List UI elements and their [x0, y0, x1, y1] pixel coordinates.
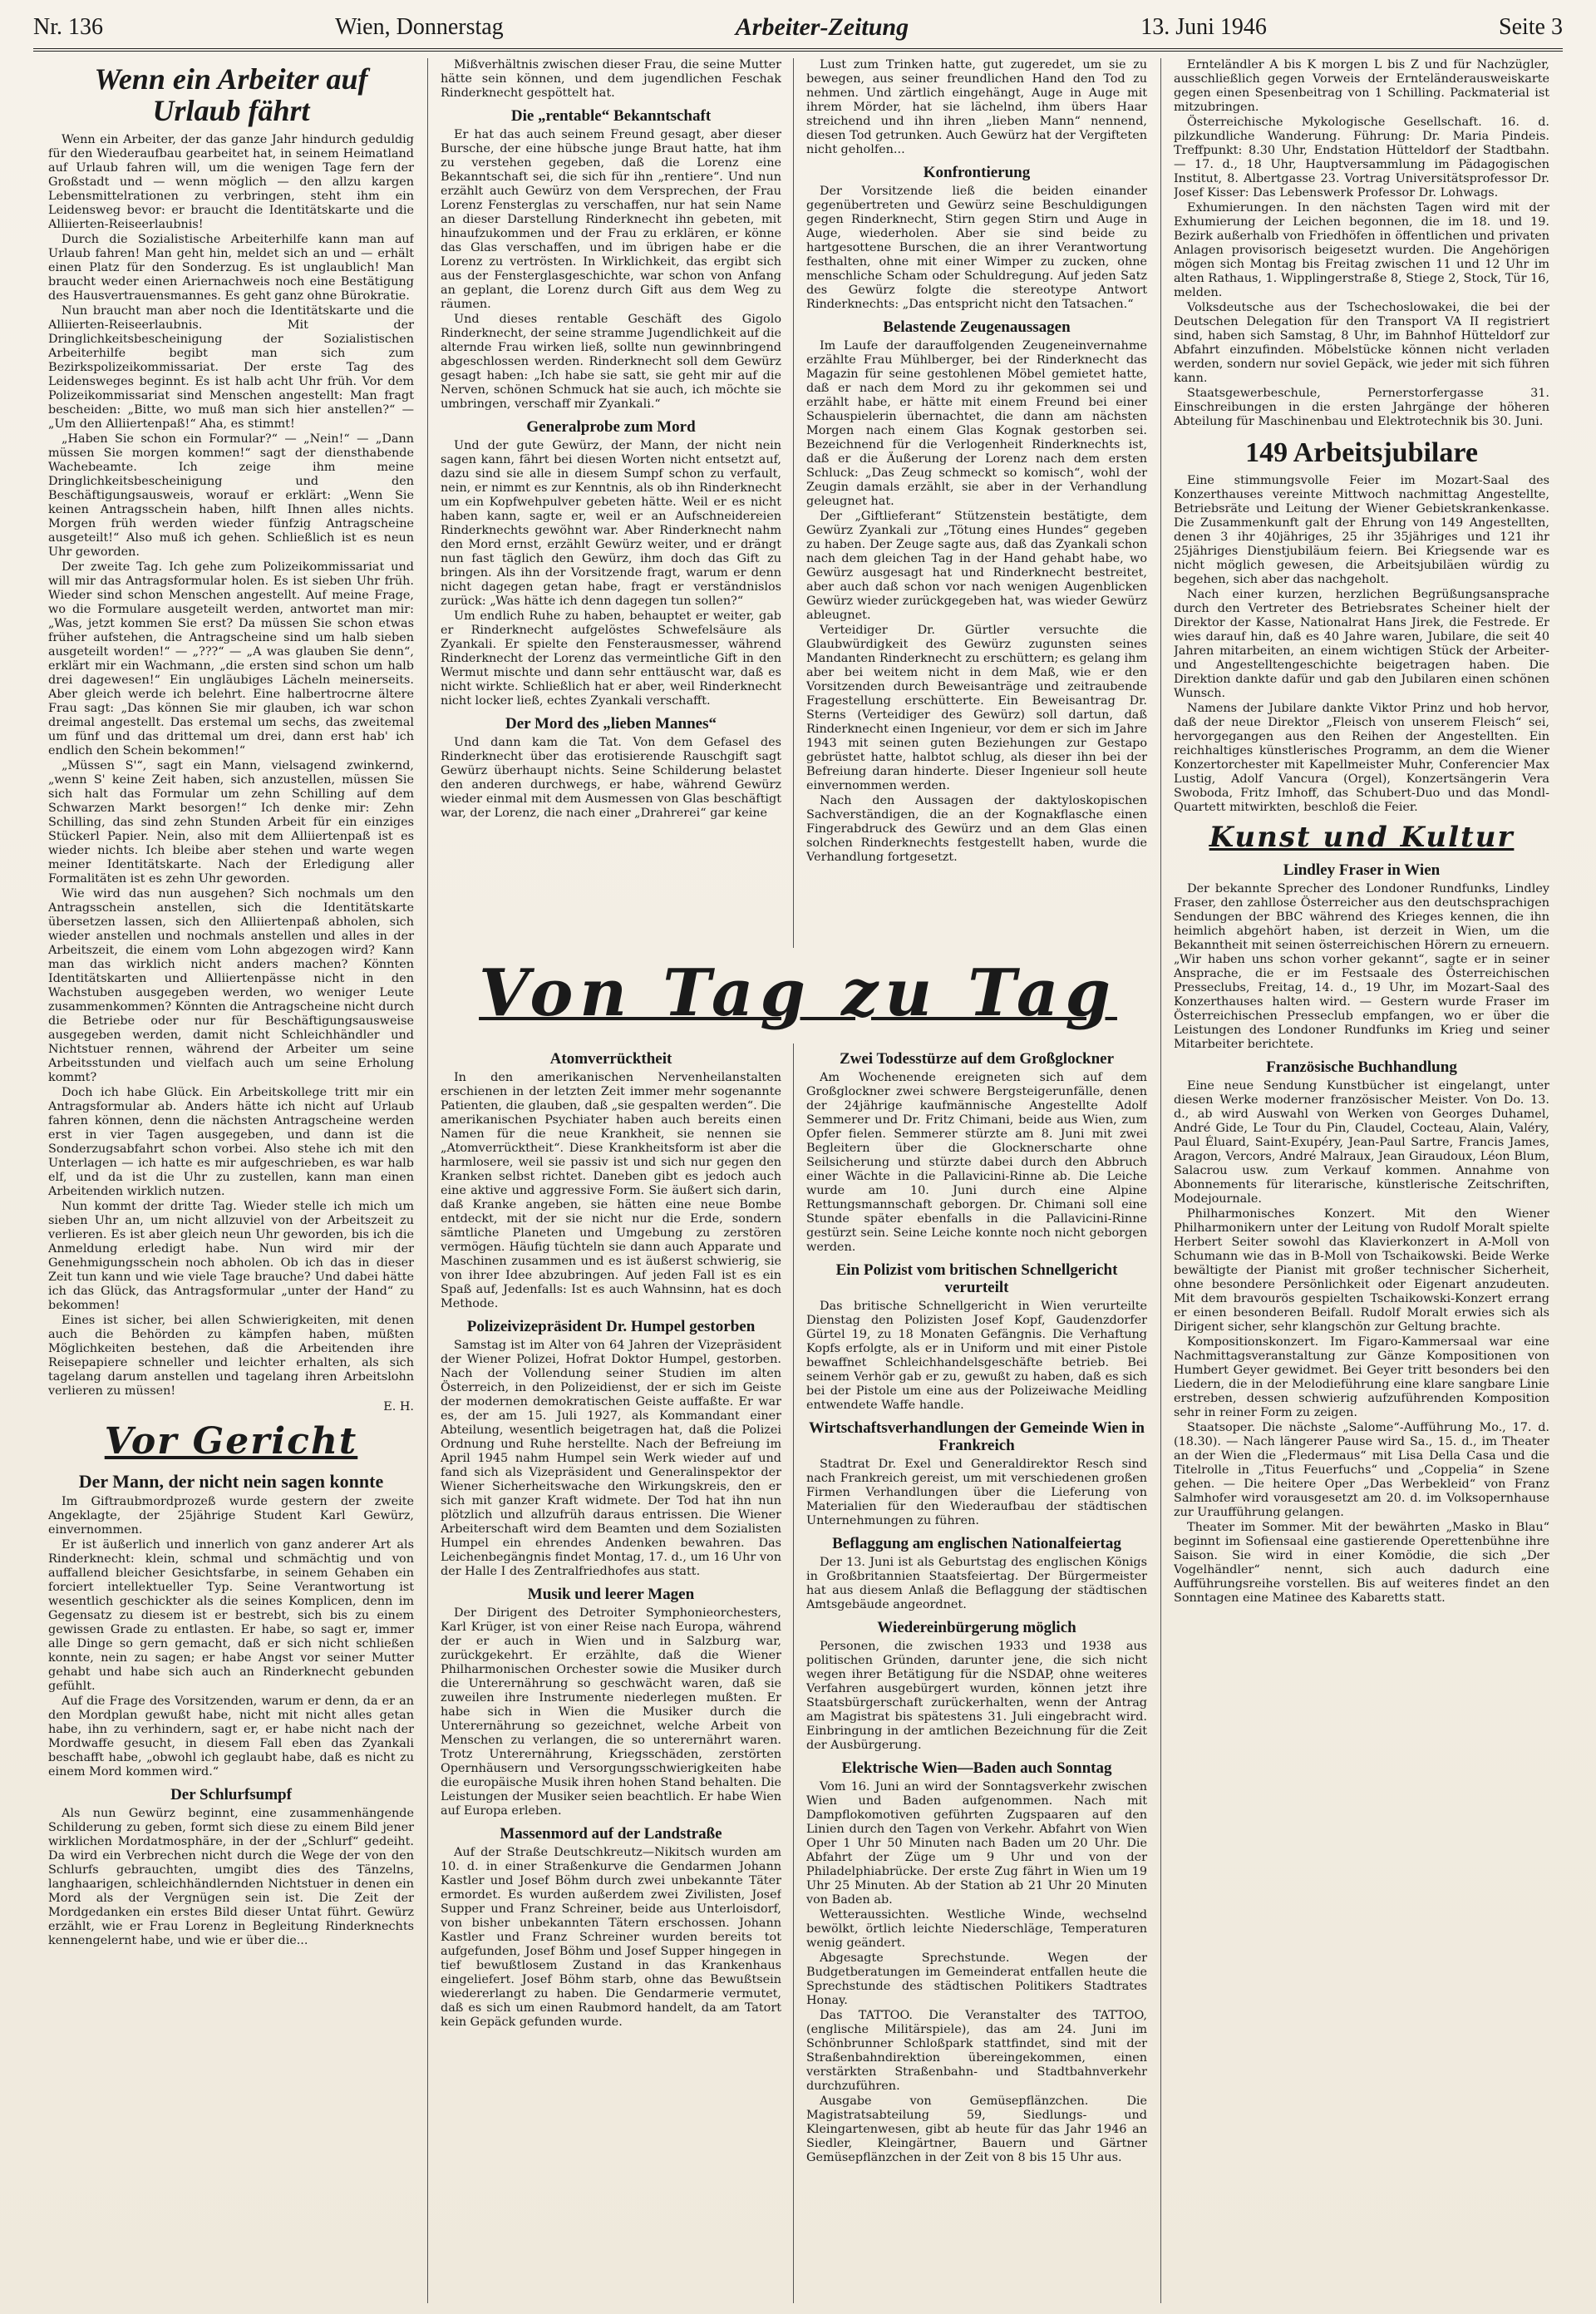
section-banner-von-tag-zu-tag: Von Tag zu Tag [479, 955, 1117, 1031]
paragraph: Nun kommt der dritte Tag. Wieder stelle ich mich um sieben Uhr an, um nicht allzuviel von der Arbeitszeit zu verlieren. Es ist aber gleich neun Uhr geworden, bis ich die Anmeldung erledigt habe. Nun wird mir der Genehmigungsschein noch abholen. Ob ich das in dieser Zeit tun kann und wie viele Tage brauche? Und dabei hätte ich das Glück, das Antragsformular „unter der Hand“ zu bekommen! [48, 1200, 414, 1312]
subhead-atom: Atomverrücktheit [549, 1050, 672, 1068]
article-body-wiedereinbuergerung [806, 1640, 1147, 1753]
paragraph: Und dieses rentable Geschäft des Gigolo Rinderknecht, der seine stramme Jugendlichkeit auf die alternde Frau wirken ließ, sollte nun gewinnbringend abgeschlossen werden. Rinderknecht soll dem Gewürz gesagt haben: „Ich habe sie satt, sie geht mir auf die Nerven, schönen Schmuck hat sie auch, ich möchte sie umbringen, verschaff mir Zyankali.“ [441, 313, 781, 411]
paragraph: Vom 16. Juni an wird der Sonntagsverkehr zwischen Wien und Baden aufgenommen. Nach mit Dampflokomotiven geführten Zugspaaren auf den Linien durch den Tagen von Verkehr. Abfahrt von Wien Oper 1 Uhr 50 Minuten nach Baden um 20 Uhr. Die Abfahrt der Züge um 9 Uhr und von der Philadelphiabrücke. Der erste Zug fährt in Wien um 19 Uhr 25 Minuten. Ab der Station ab 21 Uhr 20 Minuten von Baden ab. [806, 1780, 1147, 1907]
column-divider [793, 1044, 794, 2303]
article-body-arbeitsjubilare [1174, 474, 1549, 815]
paragraph: Eines ist sicher, bei allen Schwierigkeiten, mit denen auch die Behörden zu kämpfen haben, müßten Möglichkeiten bestehen, daß die Arbeitenden ihre Reisepapiere schneller und leichter erhalten, als sich tagelang darum anstellen und tagelang ihren Arbeitslohn verlieren zu müssen! [48, 1314, 414, 1398]
subhead-buchhandlung: Französische Buchhandlung [1266, 1058, 1457, 1076]
paragraph: Personen, die zwischen 1933 und 1938 aus politischen Gründen, darunter jene, die sich nicht wegen ihrer Betätigung für die NSDAP, ohne weiteres Verfahren ausgebürgert wurden, können jetzt ihre Staatsbürgerschaft zurückerhalten, wenn der Antrag am Magistrat bis spätestens 31. Juli eingebracht wird. Einbringung in der amtlichen Bezeichnung für die Zeit der Ausbürgerung. [806, 1640, 1147, 1752]
paragraph: Durch die Sozialistische Arbeiterhilfe kann man auf Urlaub fahren! Man geht hin, meldet sich an und — erhält einen Platz für den Sonderzug. Es ist unglaublich! Man braucht weder einen Ariernachweis noch eine Bestätigung des Hausvertrauensmannes. Es geht ganz ohne Bürokratie. [48, 233, 414, 303]
paragraph: Volksdeutsche aus der Tschechoslowakei, die bei der Deutschen Delegation für den Transport VA II registriert sind, haben sich Samstag, 8 Uhr, im Bahnhof Hütteldorf zur Abfahrt einzufinden. Möbelstücke können nicht verladen werden, sondern nur soviel Gepäck, wie jeder mit sich führen kann. [1174, 301, 1549, 385]
subhead-lindley: Lindley Fraser in Wien [1283, 861, 1441, 879]
paragraph: Lust zum Trinken hatte, gut zugeredet, um sie zu bewegen, aus seiner freundlichen Hand den Tod zu nehmen. Und zärtlich eingehängt, Auge in Auge mit ihrem Mörder, hat sie lächelnd, ihm übers Haar streichend und ihn ihren „lieben Mann“ nennend, diesen Tod getrunken. Auch Gewürz hat der Vergifteten nicht geholfen... [806, 58, 1147, 156]
paragraph: Und dann kam die Tat. Von dem Gefasel des Rinderknecht über das erotisierende Rauschgift sagt Gewürz überhaupt nichts. Seine Schilderung belastet den anderen durchwegs, er habe, während Gewürz wieder einmal mit dem Ausmessen von Glas beschäftigt war, der Lorenz, die nach einer „Drahrerei“ gar keine [441, 736, 781, 820]
article-headline-mann: Der Mann, der nicht nein sagen konnte [78, 1471, 384, 1492]
section-title-vor-gericht: Vor Gericht [104, 1420, 358, 1463]
page-seite: Seite 3 [1499, 14, 1563, 40]
column-divider [793, 58, 794, 948]
paragraph: Um endlich Ruhe zu haben, behauptet er weiter, gab er Rinderknecht aufgelöstes Schwefelsäure als Zyankali. Er spielte den Fensterausmesser, während Rinderknecht der Lorenz das vermeintliche Gift in den Wermut mischte und dann sehr enttäuscht war, daß es nicht wirkte. Schließlich hat er aber, weil Rinderknecht nicht locker ließ, echtes Zyankali verschafft. [441, 609, 781, 708]
paragraph: Als nun Gewürz beginnt, eine zusammenhängende Schilderung zu geben, formt sich diese zu einem Bild jener wirklichen Mordatmosphäre, in der der „Schlurf“ gedeiht. Da wird ein Verbrechen nicht durch die Wege der von den Schlurfs gebrauchten, umgibt dies des Tänzelns, langhaarigen, schleichhändlernden Nichtstuer in denen ein Mord als der Vergnügen sein ist. Die Zeit der Mordgedanken ein erstes Bild dieser Untat führt. Gewürz erzählt, wie er Frau Lorenz in Begleitung Rinderknechts kennengelernt habe, und wie er über die... [48, 1807, 414, 1947]
page-number: Nr. 136 [33, 14, 103, 40]
paragraph: Kompositionskonzert. Im Figaro-Kammersaal war eine Nachmittagsveranstaltung zur Gänze Kompositionen von Humbert Geyer gewidmet. Bei Geyer tritt besonders bei den Liedern, die in der Melodieführung eine klare sangbare Linie erstreben, dessen schwierig aufzuführenden Komposition sehr in reiner Form zu zeigen. [1174, 1335, 1549, 1419]
column-2-top [441, 58, 781, 948]
subhead-rentable: Die „rentable“ Bekanntschaft [510, 107, 712, 125]
article-body-konzerte [1174, 1207, 1549, 1606]
article-headline-urlaub: Wenn ein Arbeiter auf Urlaub fährt [94, 62, 368, 127]
paper-title: Arbeiter-Zeitung [735, 13, 909, 41]
subhead-wiedereinbuergerung: Wiedereinbürgerung möglich [877, 1619, 1076, 1636]
paragraph: Samstag ist im Alter von 64 Jahren der Vizepräsident der Wiener Polizei, Hofrat Doktor Humpel, gestorben. Nach der Vollendung seiner Studien im alten Österreich, in den Polizeidienst, der er sich im Geiste der modernen demokratischen Geiste auffaßte. Er war es, der am 15. Juli 1927, als Kommandant einer Abteilung, wesentlich beigetragen hat, daß die Polizei Ordnung und Ruhe herstellte. Nach der Befreiung im April 1945 nahm Humpel sein Werk wieder auf und fand sich als Vizepräsident und Generalinspektor der Wiener Sicherheitswache den Wirkungskreis, den er sich mit ganzer Kraft widmete. Der Tod hat ihn nun plötzlich und allzufrüh daraus entrissen. Die Wiener Arbeiterschaft wird dem Beamten und dem Sozialisten Humpel ein ehrendes Andenken bewahren. Das Leichenbegängnis findet Montag, 17. d., um 16 Uhr von der Halle I des Zentralfriedhofes aus statt. [441, 1339, 781, 1578]
article-body-zeugen [806, 339, 1147, 865]
article-body-elektrische [806, 1780, 1147, 2165]
paragraph: Doch ich habe Glück. Ein Arbeitskollege tritt mir ein Antragsformular ab. Anders hätte ich nicht auf Urlaub fahren können, denn die nächsten Antragscheine werden erst in vier Tagen ausgegeben, und dann ist die Sonderzugsabfahrt schon vorbei. Also stehe ich mit den Unterlagen — ich hatte es mir aufgeschrieben, es war halb elf, und da ist die Uhr zu zustellen, kann man einen Arbeitenden wirklich nutzen. [48, 1086, 414, 1198]
paragraph: Der bekannte Sprecher des Londoner Rundfunks, Lindley Fraser, den zahllose Österreicher aus den deutschsprachigen Sendungen der BBC während des Krieges kennen, die ihn heimlich abgehört haben, ist derzeit in Wien, um die Bekanntheit mit seinen österreichischen Hörern zu erneuern. „Wir haben uns schon vorher gekannt“, sagte er in seiner Ansprache, die er im Festsaale des Österreichischen Presseclubs, Freitag, 14. d., 19 Uhr, im Mozart-Saal des Konzerthauses halten wird. — Gestern wurde Fraser im Österreichischen Presseclub empfangen, wo er über die Leistungen des Londoner Rundfunks im Krieg und seiner Mitarbeiter berichtete. [1174, 882, 1549, 1051]
column-3-top [806, 58, 1147, 948]
subhead-wirtschaft: Wirtschaftsverhandlungen der Gemeinde Wien in Frankreich [809, 1419, 1145, 1454]
subhead-schlurfsumpf: Der Schlurfsumpf [170, 1786, 292, 1803]
article-body-humpel [441, 1339, 781, 1579]
paragraph: Der 13. Juni ist als Geburtstag des englischen Königs in Großbritannien Staatsfeiertag. Der Bürgermeister hat aus diesem Anlaß die Beflaggung der städtischen Amtsgebäude angeordnet. [806, 1556, 1147, 1611]
issue-date: 13. Juni 1946 [1140, 14, 1267, 40]
paragraph: Auf der Straße Deutschkreutz—Nikitsch wurden am 10. d. in einer Straßenkurve die Gendarmen Johann Kastler und Josef Böhm durch zwei unbekannte Täter ermordet. Es wurden außerdem zwei Zivilisten, Josef Supper und Franz Schreiner, beide aus Unterloisdorf, von bisher unbekannten Tätern erschossen. Johann Kastler und Franz Schreiner wurden bereits tot aufgefunden, Josef Böhm und Josef Supper hingegen in tief bewußtlosem Zustand in das Krankenhaus eingeliefert. Josef Böhm starb, ohne das Bewußtsein wiedererlangt zu haben. Die Gendarmerie vermutet, daß es sich um einen Raubmord handelt, da am Tatort kein Gepäck gefunden wurde. [441, 1846, 781, 2029]
article-body-mann [48, 1495, 414, 1779]
article-body-rentable [441, 128, 781, 412]
paragraph: Verteidiger Dr. Gürtler versuchte die Glaubwürdigkeit des Gewürz zugunsten seines Mandanten Rinderknecht zu erschüttern; es gelang ihm aber bei weitem nicht in dem Maß, wie er den Vorsitzenden durch Beweisanträge und zeitraubende Fragestellung erschütterte. Ein Beweisantrag Dr. Sterns (Verteidiger des Gewürz) soll dartun, daß Rinderknecht einen Ingenieur, vor dem er sich im Jahre 1943 mit seinen guten Beziehungen zur Gestapo gebrüstet hatte, halbtot schlug, als dieser ihn bei der Befreiung daran hinderte. Dieser Ingenieur soll heute einvernommen werden. [806, 624, 1147, 792]
article-continuation [806, 58, 1147, 157]
article-body-glockner [806, 1071, 1147, 1255]
paragraph: Das TATTOO. Die Veranstalter des TATTOO, (englische Militärspiele), das am 24. Juni im Schönbrunner Schloßpark stattfindet, sind mit der Straßenbahndirektion übereingekommen, einen verstärkten Straßenbahn- und Stadtbahnverkehr durchzuführen. [806, 2009, 1147, 2093]
article-body-musik [441, 1606, 781, 1818]
paragraph: Der Dirigent des Detroiter Symphonieorchesters, Karl Krüger, ist von einer Reise nach Europa, während der er auch in Wien und in Salzburg war, zurückgekehrt. Er erzählte, daß die Wiener Philharmonischen Orchester sowie die Musiker durch die Unterernährung so geschwächt waren, daß sie zuweilen ihre Instrumente niederlegen mußten. Er habe sich in Wien die Musiker durch die Unterernährung so gezeichnet, welche Arbeit von Menschen zu verlangen, die so unterernährt waren. Trotz Unterernährung, Kriegsschäden, zerstörten Opernhäusern und Versorgungsschwierigkeiten habe die europäische Musik ihren hohen Stand behalten. Die Leistungen der Musiker seien beachtlich. Er habe Wien auf Europa erleben. [441, 1606, 781, 1818]
paragraph: Nach den Aussagen der daktyloskopischen Sachverständigen, die an der Kognakflasche einen Fingerabdruck des Gewürz und an dem Glas einen solchen Rinderknechts festgestellt haben, wurde die Verhandlung fortgesetzt. [806, 794, 1147, 864]
paragraph: Eine stimmungsvolle Feier im Mozart-Saal des Konzerthauses vereinte Mittwoch nachmittag Angestellte, Betriebsräte und Leitung der Wiener Gebietskrankenkasse. Die Zusammenkunft galt der Ehrung von 149 Angestellten, denen 3 ihr 40jähriges, 25 ihr 35jähriges und 121 ihr 25jähriges Dienstjubiläum feiern. Bei Kriegsende war es nicht möglich gewesen, die Arbeitsjubiläen würdig zu begehen, sich aber das nachgeholt. [1174, 474, 1549, 586]
subhead-elektrische: Elektrische Wien—Baden auch Sonntag [841, 1759, 1112, 1777]
paragraph: „Müssen S'“, sagt ein Mann, vielsagend zwinkernd, „wenn S' keine Zeit haben, sich anzustellen, müssen Sie sich halt das Formular um zehn Schilling auf dem Schwarzen Markt besorgen!“ Ich denke mir: Zehn Schilling, das sind zehn Stunden Arbeit für ein einziges Stückerl Papier. Nein, also mit dem Alliiertenpaß ist es wieder nichts. Ich bleibe aber stehen und warte wegen meiner Identitätskarte. Nach der Erledigung aller Formalitäten ist es zehn Uhr geworden. [48, 759, 414, 886]
subhead-mord: Der Mord des „lieben Mannes“ [505, 715, 717, 733]
column-2-bottom [441, 1044, 781, 2303]
article-body-buchhandlung [1174, 1079, 1549, 1206]
article-body-atom [441, 1071, 781, 1311]
paragraph: Er ist äußerlich und innerlich von ganz anderer Art als Rinderknecht: klein, schmal und schmächtig und von auffallend bleicher Gesichtsfarbe, in seinem Gehaben ein forciert intellektueller Typ. Seine Verantwortung ist wesentlich geschickter als die seines Komplicen, denn im Gegensatz zu diesem ist er bestrebt, sich bis zu einem gewissen Grade zu entlasten. Er habe, so sagt er, immer alle Dinge so gern gemacht, daß er sich nicht schließen konnte, nein zu sagen; er habe Angst vor seiner Mutter gehabt und habe sich auch an Rinderknecht gebunden gefühlt. [48, 1538, 414, 1693]
paragraph: Nun braucht man aber noch die Identitätskarte und die Alliierten-Reiseerlaubnis. Mit der Dringlichkeitsbescheinigung der Sozialistischen Arbeiterhilfe begibt man sich zum Bezirkspolizeikommissariat. Der erste Tag des Leidensweges beginnt. Es ist halb acht Uhr früh. Vor dem Polizeikommissariat sind Menschen angestellt: Man fragt bescheiden: „Bitte, wo muß man sich hier anstellen?“ — „Um den Alliiertenpaß!“ Aha, es stimmt! [48, 304, 414, 431]
article-body-wirtschaft [806, 1458, 1147, 1528]
paragraph: Der zweite Tag. Ich gehe zum Polizeikommissariat und will mir das Antragsformular holen. Es ist sieben Uhr früh. Wieder sind schon Menschen angestellt. Auf meine Frage, wo die Formulare ausgeteilt werden, antwortet man mir: „Was, jetzt kommen Sie erst? Da müssen Sie schon etwas früher aufstehen, die Antragscheine sind um halb sieben ausgeteilt worden!“ — „???“ — „A was glauben Sie denn“, erklärt mir ein Wachmann, „die ersten sind schon um halb drei dagewesen!“ Ein ungläubiges Lächeln meinerseits. Aber gleich werde ich belehrt. Eine halbertrocrne ältere Frau sagt: „Das können Sie mir glauben, ich war schon dreimal angestellt. Das erstemal um sechs, das zweitemal um fünf und das drittemal um drei, dann erst hab' ich endlich den Schein bekommen!“ [48, 560, 414, 757]
subhead-generalprobe: Generalprobe zum Mord [526, 418, 696, 436]
section-title-kunst-kultur: Kunst und Kultur [1209, 821, 1515, 854]
paragraph: Stadtrat Dr. Exel und Generaldirektor Resch sind nach Frankreich gereist, um mit verschiedenen großen Firmen Verhandlungen über die Lieferung von Materialien für den Wiederaufbau der städtischen Unternehmungen zu führen. [806, 1458, 1147, 1527]
column-3-bottom [806, 1044, 1147, 2303]
paragraph: Der Vorsitzende ließ die beiden einander gegenübertreten und Gewürz seine Beschuldigungen gegen Rinderknecht, Stirn gegen Stirn und Auge in Auge, wiederholen. Aber sie sind beide zu hartgesottene Burschen, die an ihrer Verantwortung festhalten, ohne mit einer Wimper zu zucken, ohne menschliche Scham oder Schuldregung. Auf jeden Satz des Gewürz folgte die stereotype Antwort Rinderknechts: „Das entspricht nicht den Tatsachen.“ [806, 185, 1147, 311]
subhead-musik: Musik und leerer Magen [527, 1586, 695, 1603]
paragraph: Am Wochenende ereigneten sich auf dem Großglockner zwei schwere Bergsteigerunfälle, denen der 24jährige kaufmännische Angestellte Adolf Semmerer und Dr. Fritz Chimani, beide aus Wien, zum Opfer fielen. Semmerer stürzte am 8. Juni mit zwei Begleitern über die Glocknerscharte ohne Seilsicherung und stürzte dabei durch den Abbruch einer Wächte in die Pallavicini-Rinne ab. Die Leiche wurde am 10. Juni durch eine Alpine Rettungsmannschaft geborgen. Dr. Chimani soll eine Stunde später ebenfalls in die Pallavicini-Rinne gestürzt sein. Seine Leiche konnte noch nicht geborgen werden. [806, 1071, 1147, 1254]
paragraph: Im Laufe der darauffolgenden Zeugeneinvernahme erzählte Frau Mühlberger, bei der Rinderknecht das Magazin für seine gestohlenen Möbel gemietet hatte, daß er nach dem Mord zu ihr gekommen sei und erzählt habe, er hätte mit einem Freund bei einer Schauspielerin übernachtet, die dann am nächsten Morgen nach einem Glas Kognak gestorben sei. Bezeichnend für die Verlogenheit Rinderknechts ist, daß er die Äußerung der Lorenz nach dem ersten Schluck: „Das Zeug schmeckt so komisch“, wohl der Zeugin damals erzählt, sie aber in der Verhandlung geleugnet hat. [806, 339, 1147, 508]
paragraph: Wenn ein Arbeiter, der das ganze Jahr hindurch geduldig für den Wiederaufbau gearbeitet hat, in seinem Heimatland auf Urlaub fahren will, um die wenigen Tage fern der Großstadt und — wenn möglich — den allzu kargen Lebensmittelrationen zu verbringen, steht ihm ein Leidensweg bevor: er braucht die Identitätskarte und die Alliierten-Reiseerlaubnis! [48, 133, 414, 231]
paragraph: Österreichische Mykologische Gesellschaft. 16. d. pilzkundliche Wanderung. Führung: Dr. Maria Pindeis. Treffpunkt: 8.30 Uhr, Endstation Hütteldorf der Stadtbahn. — 17. d., 18 Uhr, Hauptversammlung im Pädagogischen Institut, 8. Albertgasse 23. Vortrag Universitätsprofessor Dr. Josef Kisser: Das Lebenswerk Professor Dr. Lohwags. [1174, 116, 1549, 200]
article-body-beflaggung [806, 1556, 1147, 1612]
article-body-urlaub [48, 133, 414, 1399]
paragraph: Theater im Sommer. Mit der bewährten „Masko in Blau“ beginnt im Sofiensaal eine gastierende Operettenbühne ihre Saison. Sie wird in einer Komödie, die sich „Der Vogelhändler“ nennt, sich auch dadurch eine Aufführungsreihe vorstellen. Bis auf weiteres findet an den Sonntagen eine Matinee des Kabaretts statt. [1174, 1521, 1549, 1605]
subhead-konfrontierung: Konfrontierung [923, 164, 1031, 181]
article-body-konfrontierung [806, 185, 1147, 312]
signature: E. H. [383, 1400, 414, 1414]
paragraph: Wie wird das nun ausgehen? Sich nochmals um den Antragsschein anstellen, sich die Identitätskarte übersetzen lassen, sich den Alliiertenpaß abholen, sich wieder anstellen und nochmals anstellen und alles in der Arbeitszeit, die einem vom Lohn abgezogen wird? Kann man das wirklich nicht anders machen? Könnten Identitätskarten und Alliiertenpässe nicht in den Wachstuben ausgegeben werden, wo weniger Leute zusammenkommen? Könnten die Antragscheine nicht durch die Betriebe oder nur für Beschäftigungsausweise ausgegeben werden, damit nicht Schleichhändler und Nichtstuer rennen, während der Arbeiter um seine Arbeitsstunden und vielfach auch um seine Erholung kommt? [48, 887, 414, 1084]
masthead [33, 7, 1563, 52]
subhead-glockner: Zwei Todesstürze auf dem Großglockner [839, 1050, 1115, 1068]
subhead-beflaggung: Beflaggung am englischen Nationalfeiertag [832, 1535, 1121, 1552]
paragraph: Eine neue Sendung Kunstbücher ist eingelangt, unter diesen Werke moderner französischer Meister. Von Do. 13. d., ab wird Auswahl von Werken von Georges Duhamel, André Gide, Le Tour du Pin, Claudel, Cocteau, Alain, Valéry, Paul Éluard, Saint-Exupéry, Jean-Paul Sartre, Francis James, Aragon, Vercors, André Malraux, Jean Giraudoux, Léon Blum, Salacrou usw. zum Verkauf kommen. Annahme von Abonnements für literarische, künstlerische Zeitschriften, Modejournale. [1174, 1079, 1549, 1206]
paragraph: „Haben Sie schon ein Formular?“ — „Nein!“ — „Dann müssen Sie morgen kommen!“ sagt der diensthabende Wachebeamte. Ich zeige ihm meine Dringlichkeitsbescheinigung und den Beschäftigungsausweis, worauf er erklärt: „Wenn Sie keinen Antragsschein haben, hilft Ihnen alles nichts. Morgen früh werden wieder fünfzig Antragscheine ausgeteilt!“ Also muß ich gehen. Schließlich ist es neun Uhr geworden. [48, 432, 414, 559]
article-body-lindley [1174, 882, 1549, 1052]
column-4 [1174, 58, 1549, 2303]
paragraph: Mißverhältnis zwischen dieser Frau, die seine Mutter hätte sein können, und dem jugendlichen Feschak Rinderknecht gespöttelt hat. [441, 58, 781, 100]
paragraph: Abgesagte Sprechstunde. Wegen der Budgetberatungen im Gemeinderat entfallen heute die Sprechstunde des städtischen Politikers Stadtrates Honay. [806, 1951, 1147, 2007]
paragraph: Namens der Jubilare dankte Viktor Prinz und hob hervor, daß der neue Direktor „Fleisch von unserem Fleisch“ sei, hervorgegangen aus den Reihen der Angestellten. Ein reichhaltiges künstlerisches Programm, an dem die Wiener Konzertorchester mit Kapellmeister Muhr, Conferencier Max Lustig, Adolf Vancura (Orgel), Konzertsängerin Vera Swoboda, Fritz Imhoff, das Schubert-Duo und das Mondl-Quartett mitwirkten, beschloß die Feier. [1174, 702, 1549, 814]
column-divider [427, 58, 428, 2303]
article-body-schlurfsumpf [48, 1807, 414, 1948]
paragraph: Wetteraussichten. Westliche Winde, wechselnd bewölkt, örtlich leichte Niederschläge, Temperaturen wenig geändert. [806, 1908, 1147, 1950]
paragraph: Im Giftraubmordprozeß wurde gestern der zweite Angeklagte, der 25jährige Student Karl Gewürz, einvernommen. [48, 1495, 414, 1537]
place-date: Wien, Donnerstag [335, 14, 504, 40]
paragraph: Staatsgewerbeschule, Pernerstorfergasse 31. Einschreibungen in die ersten Jahrgänge der höheren Abteilung für Maschinenbau und Elektrotechnik bis 30. Juni. [1174, 387, 1549, 428]
paragraph: Nach einer kurzen, herzlichen Begrüßungsansprache durch den Vertreter des Betriebsrates Scheiner hielt der Direktor der Kasse, Nationalrat Hans Jirek, die Festrede. Er wies darauf hin, daß es 40 Jahre waren, Jubilare, die seit 40 Jahren mitarbeiten, an einem wichtigen Stück der Arbeiter- und Angestelltengeschichte beigetragen haben. Die Direktion dankte dafür und gab den Jubilaren einen schönen Wunsch. [1174, 588, 1549, 700]
column-1 [48, 58, 414, 2303]
article-body-polizist [806, 1300, 1147, 1413]
subhead-polizist: Ein Polizist vom britischen Schnellgericht verurteilt [835, 1261, 1118, 1296]
paragraph: Er hat das auch seinem Freund gesagt, aber dieser Bursche, der eine hübsche junge Braut hatte, hat ihm zu verstehen gegeben, daß die Lorenz eine Bekanntschaft sei, die sich für ihn „rentiere“. Und nun erzählt auch Gewürz von dem Versprechen, der Frau Lorenz Fensterglas zu verschaffen, nur hat sein Name an dieser Darstellung Rinderknecht ihn gebeten, mit hinaufzukommen und der Frau zu erklären, er könne das Glas verschaffen, und im übrigen habe er die Lorenz zu vertrösten. In Wirklichkeit, das ergibt sich aus der Fensterglasgeschichte, war schon von Anfang an geplant, die Lorenz durch Gift aus dem Weg zu räumen. [441, 128, 781, 311]
column-divider [1160, 58, 1161, 2303]
paragraph: Das britische Schnellgericht in Wien verurteilte Dienstag den Polizisten Josef Kopf, Gaudenzdorfer Gürtel 19, zu 18 Monaten Gefängnis. Die Verhaftung Kopfs erfolgte, als er in Uniform und mit einer Pistole bewaffnet Schleichhandelsgeschäfte betrieb. Bei seinem Verhör gab er zu, gewußt zu haben, daß es sich bei der Pistole um eine aus der Polizeiwache Meidling entwendete Waffe handle. [806, 1300, 1147, 1412]
paragraph: Philharmonisches Konzert. Mit den Wiener Philharmonikern unter der Leitung von Rudolf Moralt spielte Herbert Seiter sowohl das Klavierkonzert in A-Moll von Schumann wie das in B-Moll von Tschaikowski. Beide Werke bewältigte der Pianist mit großer technischer Sicherheit, ohne besondere Persönlichkeit oder Eigenart anzudeuten. Mit dem bravourös gespielten Tschaikowski-Konzert errang er einen besonderen Beifall. Rudolf Moralt erwies sich als Dirigent sicher, sehr klangschön zur Geltung brachte. [1174, 1207, 1549, 1334]
paragraph: In den amerikanischen Nervenheilanstalten erschienen in der letzten Zeit immer mehr sogenannte Patienten, die glauben, daß „sie gespalten werden“. Die amerikanischen Psychiater haben auch bereits einen Namen für die neue Krankheit, sie nennen sie „Atomverrücktheit“. Diese Krankheitsform ist aber die harmlosere, weil sie passiv ist und sich nur gegen den Kranken selbst richtet. Daneben gibt es jedoch auch eine aktive und aggressive Form. Sie äußert sich darin, daß Kranke angeben, sie hätten eine neue Bombe entdeckt, mit der sie nicht nur die Erde, sondern sämtliche Planeten und Umgebung zu zerstören vermögen. Häufig tüchteln sie dann auch Apparate und Maschinen zusammen und es ist äußerst schwierig, sie von ihrer Idee abzubringen. Auf jeden Fall ist es ein Spaß auf, Jedenfalls: Ist es auch Wahnsinn, hat es doch Methode. [441, 1071, 781, 1310]
notices-block [1174, 58, 1549, 429]
paragraph: Staatsoper. Die nächste „Salome“-Aufführung Mo., 17. d. (18.30). — Nach längerer Pause wird Sa., 15. d., im Theater an der Wien die „Fledermaus“ mit Lisa Della Casa und die Titelrolle in „Titus Feuerfuchs“ und „Coppelia“ in Szene gehen. — Die heitere Oper „Das Werbekleid“ von Franz Salmhofer wird vorausgesetzt am 20. d. im Volksopernhause zur Uraufführung gelangen. [1174, 1421, 1549, 1519]
article-continuation [441, 58, 781, 101]
article-body-mord [441, 736, 781, 821]
paragraph: Der „Giftlieferant“ Stützenstein bestätigte, dem Gewürz Zyankali zur „Tötung eines Hundes“ gegeben zu haben. Der Zeuge sagte aus, daß das Zyankali schon nach dem gleichen Tag in der Hand gehabt habe, wo Gewürz ausgesagt hat und Rinderknecht bestreitet, aber auch daß schon vor nach wenigen Augenblicken Gewürz wieder zurückgegeben hat, was wieder Gewürz ableugnet. [806, 510, 1147, 622]
article-body-massenmord [441, 1846, 781, 2030]
subhead-humpel: Polizeivizepräsident Dr. Humpel gestorben [466, 1318, 756, 1335]
subhead-massenmord: Massenmord auf der Landstraße [500, 1825, 722, 1843]
paragraph: Exhumierungen. In den nächsten Tagen wird mit der Exhumierung der Leichen begonnen, die im 18. und 19. Bezirk außerhalb von Friedhöfen in öffentlichen und privaten Anlagen provisorisch beigesetzt wurden. Die Angehörigen mögen sich Montag bis Freitag zwischen 11 und 12 Uhr im alten Rathaus, 1. Wipplingerstraße 8, Stiege 2, Stock, Tür 16, melden. [1174, 201, 1549, 299]
paragraph: Ausgabe von Gemüsepflänzchen. Die Magistratsabteilung 59, Siedlungs- und Kleingartenwesen, gibt ab heute für das Jahr 1946 an Siedler, Kleingärtner, Bauern und Gärtner Gemüsepflänzchen in der Zeit von 8 bis 15 Uhr aus. [806, 2094, 1147, 2164]
article-body-generalprobe [441, 439, 781, 708]
headline-arbeitsjubilare: 149 Arbeitsjubilare [1245, 437, 1478, 468]
paragraph: Ernteländler A bis K morgen L bis Z und für Nachzügler, ausschließlich gegen Vorweis der Ernteländerausweiskarte gegen einen Spesenbeitrag von 1 Schilling. Packmaterial ist mitzubringen. [1174, 58, 1549, 114]
subhead-zeugen: Belastende Zeugenaussagen [883, 318, 1071, 336]
paragraph: Auf die Frage des Vorsitzenden, warum er denn, da er an den Mordplan gewußt habe, nicht mit nicht alles getan habe, ihn zu verhindern, sagt er, er habe nicht nach der Mordwaffe gesucht, in diesem Fall eben das Zyankali beschafft habe, „obwohl ich geglaubt habe, daß es nicht zu einem Mord kommen wird.“ [48, 1695, 414, 1779]
paragraph: Und der gute Gewürz, der Mann, der nicht nein sagen kann, fährt bei diesen Worten nicht entsetzt auf, dazu sind sie alle in diesem Sumpf schon zu verfault, nein, er nimmt es zur Kenntnis, als ob ihn Rinderknecht um ein Kopfwehpulver gebeten hätte. Weil er es nicht haben kann, sagte er, weil er an Aufschneidereien Rinderknechts gewöhnt war. Aber Rinderknecht nahm den Mord ernst, erzählt Gewürz weiter, und er drängt nun fast täglich den Gewürz, ihm doch das Gift zu bringen. Als ihn der Vorsitzende fragt, warum er denn nicht dagegen getan habe, fragt er verständnislos zurück: „Was hätte ich denn dagegen tun sollen?“ [441, 439, 781, 608]
